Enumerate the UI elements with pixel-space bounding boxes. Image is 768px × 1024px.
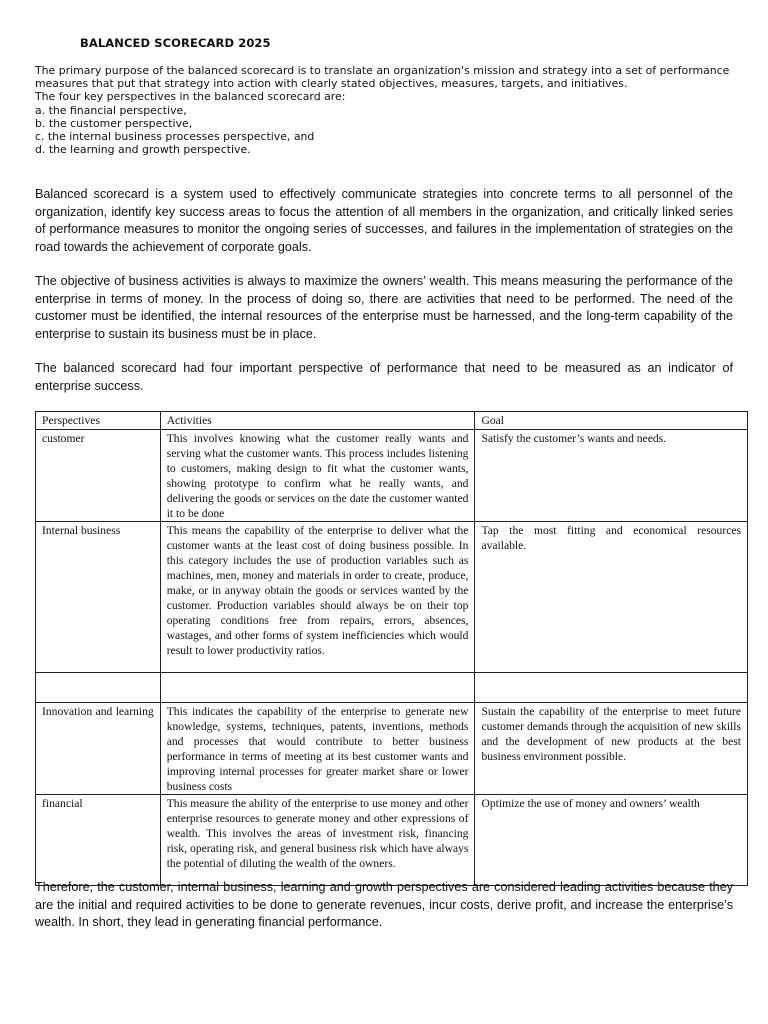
intro-item-customer: b. the customer perspective, [35,116,193,130]
cell-activities: This means the capability of the enterprise to deliver what the customer wants at the least cost of doing business possible. In this category includes the use of production variables such as machines, men, money and materials in order to create, produce, make, or in anyway obtain the goods or services wanted by the customer. Production variables should always be on their top operating conditions free from repairs, errors, absences, wastages, and other forms of system inefficiencies which would result to lower productivity ratios. [160,522,475,673]
intro-perspectives-heading: The four key perspectives in the balanced scorecard are: [35,90,346,104]
paragraph-four-perspectives: The balanced scorecard had four important perspective of performance that need to be measured as an indicator of enterprise success. [35,361,733,393]
cell-perspective: financial [36,795,161,886]
intro-item-internal: c. the internal business processes perspective, and [35,130,315,144]
cell-perspective: Innovation and learning [36,703,161,795]
table-header-row [36,412,748,430]
document-title: BALANCED SCORECARD 2025 [80,36,271,50]
header-goal: Goal [475,412,748,430]
cell-perspective: customer [36,430,161,522]
paragraph-conclusion: Therefore, the customer, internal business, learning and growth perspectives are considered leading activities because they are the initial and required activities to be done to generate revenues, incur costs, derive profit, and increase the enterprise’s wealth. In short, they lead in generating financial performance. [35,880,733,929]
intro-item-financial: a. the financial perspective, [35,103,187,117]
table-row [36,795,748,886]
cell-activities: This involves knowing what the customer really wants and serving what the customer wants. This process includes listening to customers, making design to fit what the customer wants, showing prototype to confirm what he really wants, and delivering the goods or services on the date the customer wanted it to be done [160,430,475,522]
table-row [36,430,748,522]
intro-item-learning: d. the learning and growth perspective. [35,143,251,157]
cell-activities: This indicates the capability of the enterprise to generate new knowledge, systems, techniques, patents, inventions, methods and processes that would contribute to better business performance in terms of meeting at its best customer wants and improving internal processes for greater market share or lower business costs [160,703,475,795]
cell-perspective: Internal business [36,522,161,673]
cell-goal: Sustain the capability of the enterprise to meet future customer demands through the acquisition of new skills and the development of new products at the best business environment possible. [475,703,748,795]
table-row-empty [36,673,748,703]
scorecard-table [35,411,748,886]
cell-goal: Tap the most fitting and economical resources available. [475,522,748,673]
intro-purpose: The primary purpose of the balanced scorecard is to translate an organization's mission and strategy into a set of performance measures that put that strategy into action with clearly stated objectives, measures, targets, and initiatives. [35,64,730,91]
cell-goal: Satisfy the customer’s wants and needs. [475,430,748,522]
table-row [36,703,748,795]
cell-activities [160,673,475,703]
cell-goal: Optimize the use of money and owners’ wealth [475,795,748,886]
intro-block [35,64,733,156]
cell-activities: This measure the ability of the enterprise to use money and other enterprise resources to generate money and other expressions of wealth. This involves the areas of investment risk, financing risk, operating risk, and general business risk which have always the potential of diluting the wealth of the owners. [160,795,475,886]
header-activities: Activities [160,412,475,430]
header-perspectives: Perspectives [36,412,161,430]
cell-goal [475,673,748,703]
cell-perspective [36,673,161,703]
table-row [36,522,748,673]
paragraph-definition: Balanced scorecard is a system used to effectively communicate strategies into concrete terms to all personnel of the organization, identify key success areas to focus the attention of all members in the organization, and critically linked series of performance measures to monitor the ongoing series of successes, and failures in the implementation of strategies on the road towards the achievement of corporate goals. [35,187,733,254]
paragraph-objective: The objective of business activities is always to maximize the owners’ wealth. This means measuring the performance of the enterprise in terms of money. In the process of doing so, there are activities that need to be performed. The need of the customer must be identified, the internal resources of the enterprise must be harnessed, and the long-term capability of the enterprise to sustain its business must be in place. [35,274,733,341]
